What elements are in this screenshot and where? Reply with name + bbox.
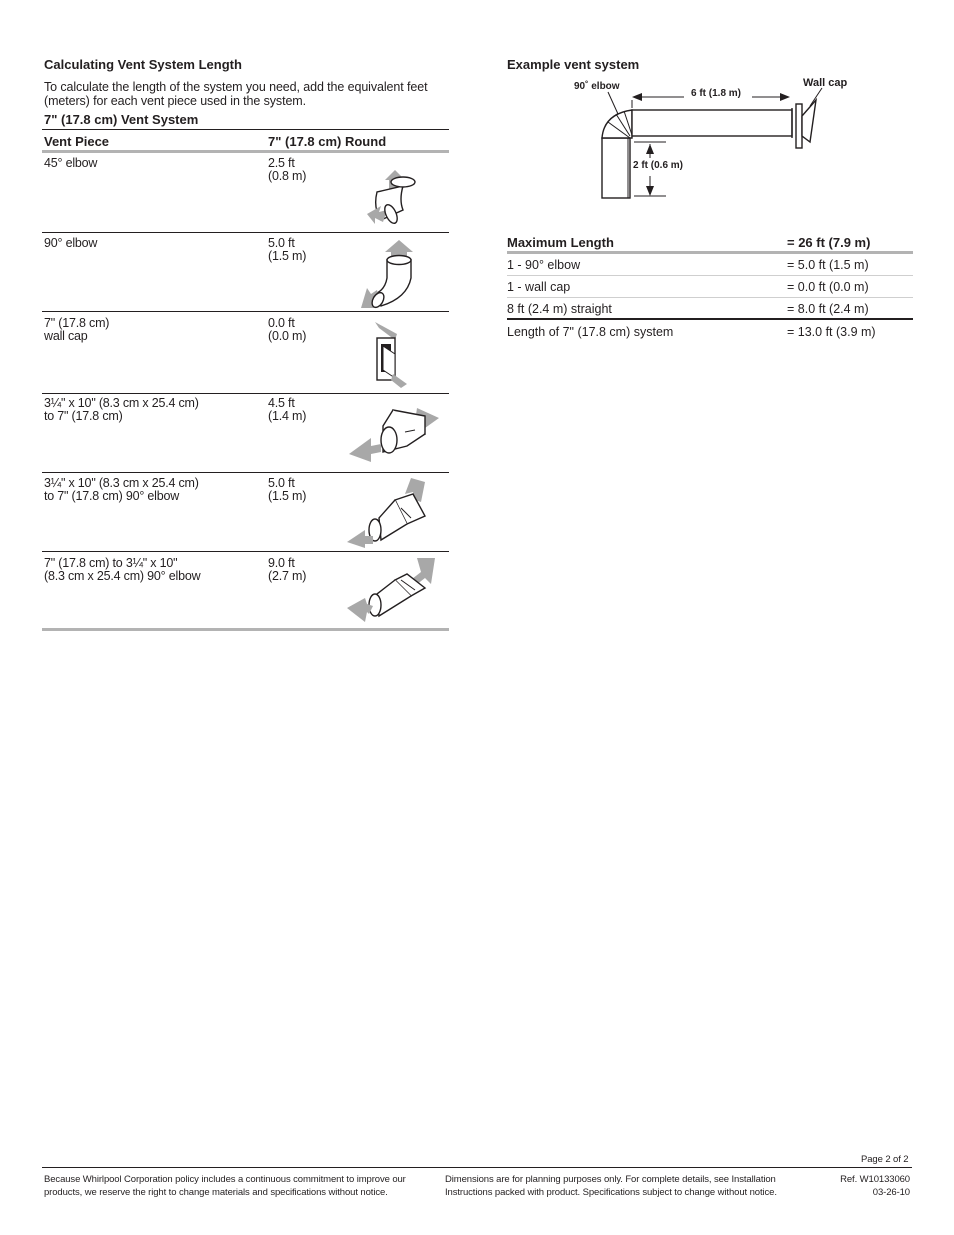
footer-rule — [42, 1167, 912, 1168]
elbow-label: 90˚ elbow — [574, 81, 620, 92]
vent-piece-name: 3¼" x 10" (8.3 cm x 25.4 cm) to 7" (17.8 cm) 90° elbow — [44, 476, 199, 503]
total-label: Length of 7" (17.8 cm) system — [507, 325, 674, 339]
section-title: Calculating Vent System Length — [44, 57, 242, 72]
vent-piece-name: 45° elbow — [44, 156, 98, 170]
item-value: = 5.0 ft (1.5 m) — [787, 258, 869, 272]
total-value: = 13.0 ft (3.9 m) — [787, 325, 876, 339]
straight-length-label: 6 ft (1.8 m) — [691, 88, 742, 99]
max-length-value: = 26 ft (7.9 m) — [787, 235, 871, 250]
transition-elbow-icon — [345, 478, 445, 550]
max-length-label: Maximum Length — [507, 235, 614, 250]
row-divider — [42, 472, 449, 473]
document-date: 03-26-10 — [872, 1187, 910, 1198]
intro-text: To calculate the length of the system you need, add the equivalent feet (meters) for each vent piece used in the system. — [44, 80, 428, 108]
header-rule — [42, 150, 449, 153]
page-number: Page 2 of 2 — [861, 1154, 909, 1165]
table-bottom-rule — [42, 628, 449, 631]
footer-middle-note: Dimensions are for planning purposes only. For complete details, see Installation Instructions packed with product. Specifications subject to change without notice. — [445, 1174, 777, 1198]
footer-left-note: Because Whirlpool Corporation policy includes a continuous commitment to improve our products, we reserve the right to change materials and specifications without notice. — [44, 1174, 406, 1198]
max-header-rule — [507, 251, 913, 254]
elbow-45-icon — [345, 160, 445, 232]
total-row — [507, 325, 913, 345]
vent-piece-value: 9.0 ft (2.7 m) — [268, 556, 307, 583]
row-divider — [42, 393, 449, 394]
vent-piece-name: 90° elbow — [44, 236, 98, 250]
vent-piece-value: 0.0 ft (0.0 m) — [268, 316, 307, 343]
row-divider — [507, 275, 913, 276]
row-divider — [507, 297, 913, 298]
total-rule — [507, 318, 913, 320]
table-top-rule — [42, 129, 449, 130]
reference-number: Ref. W10133060 — [840, 1174, 910, 1185]
row-divider — [42, 551, 449, 552]
row-divider — [42, 311, 449, 312]
table-title: 7" (17.8 cm) Vent System — [44, 112, 199, 127]
vent-piece-value: 5.0 ft (1.5 m) — [268, 476, 307, 503]
col-header-round: 7" (17.8 cm) Round — [268, 134, 387, 149]
example-title: Example vent system — [507, 57, 640, 72]
item-label: 8 ft (2.4 m) straight — [507, 302, 612, 316]
footer-ref — [840, 1173, 910, 1199]
item-label: 1 - wall cap — [507, 280, 571, 294]
wall-cap-icon — [345, 318, 445, 390]
elbow-90-icon — [345, 238, 445, 310]
example-vent-diagram — [560, 72, 860, 202]
vent-piece-value: 2.5 ft (0.8 m) — [268, 156, 307, 183]
vent-piece-value: 5.0 ft (1.5 m) — [268, 236, 307, 263]
vent-piece-name: 7" (17.8 cm) wall cap — [44, 316, 110, 343]
wall-cap-label: Wall cap — [803, 77, 848, 89]
item-label: 1 - 90° elbow — [507, 258, 581, 272]
transition-icon — [345, 400, 445, 472]
vent-piece-name: 3¼" x 10" (8.3 cm x 25.4 cm) to 7" (17.8 cm) — [44, 396, 199, 423]
vertical-length-label: 2 ft (0.6 m) — [633, 160, 684, 171]
vent-piece-name: 7" (17.8 cm) to 3¼" x 10" (8.3 cm x 25.4 cm) 90° elbow — [44, 556, 201, 583]
item-value: = 0.0 ft (0.0 m) — [787, 280, 869, 294]
row-divider — [42, 232, 449, 233]
item-value: = 8.0 ft (2.4 m) — [787, 302, 869, 316]
vent-piece-value: 4.5 ft (1.4 m) — [268, 396, 307, 423]
col-header-piece: Vent Piece — [44, 134, 110, 149]
reverse-transition-elbow-icon — [345, 556, 445, 628]
